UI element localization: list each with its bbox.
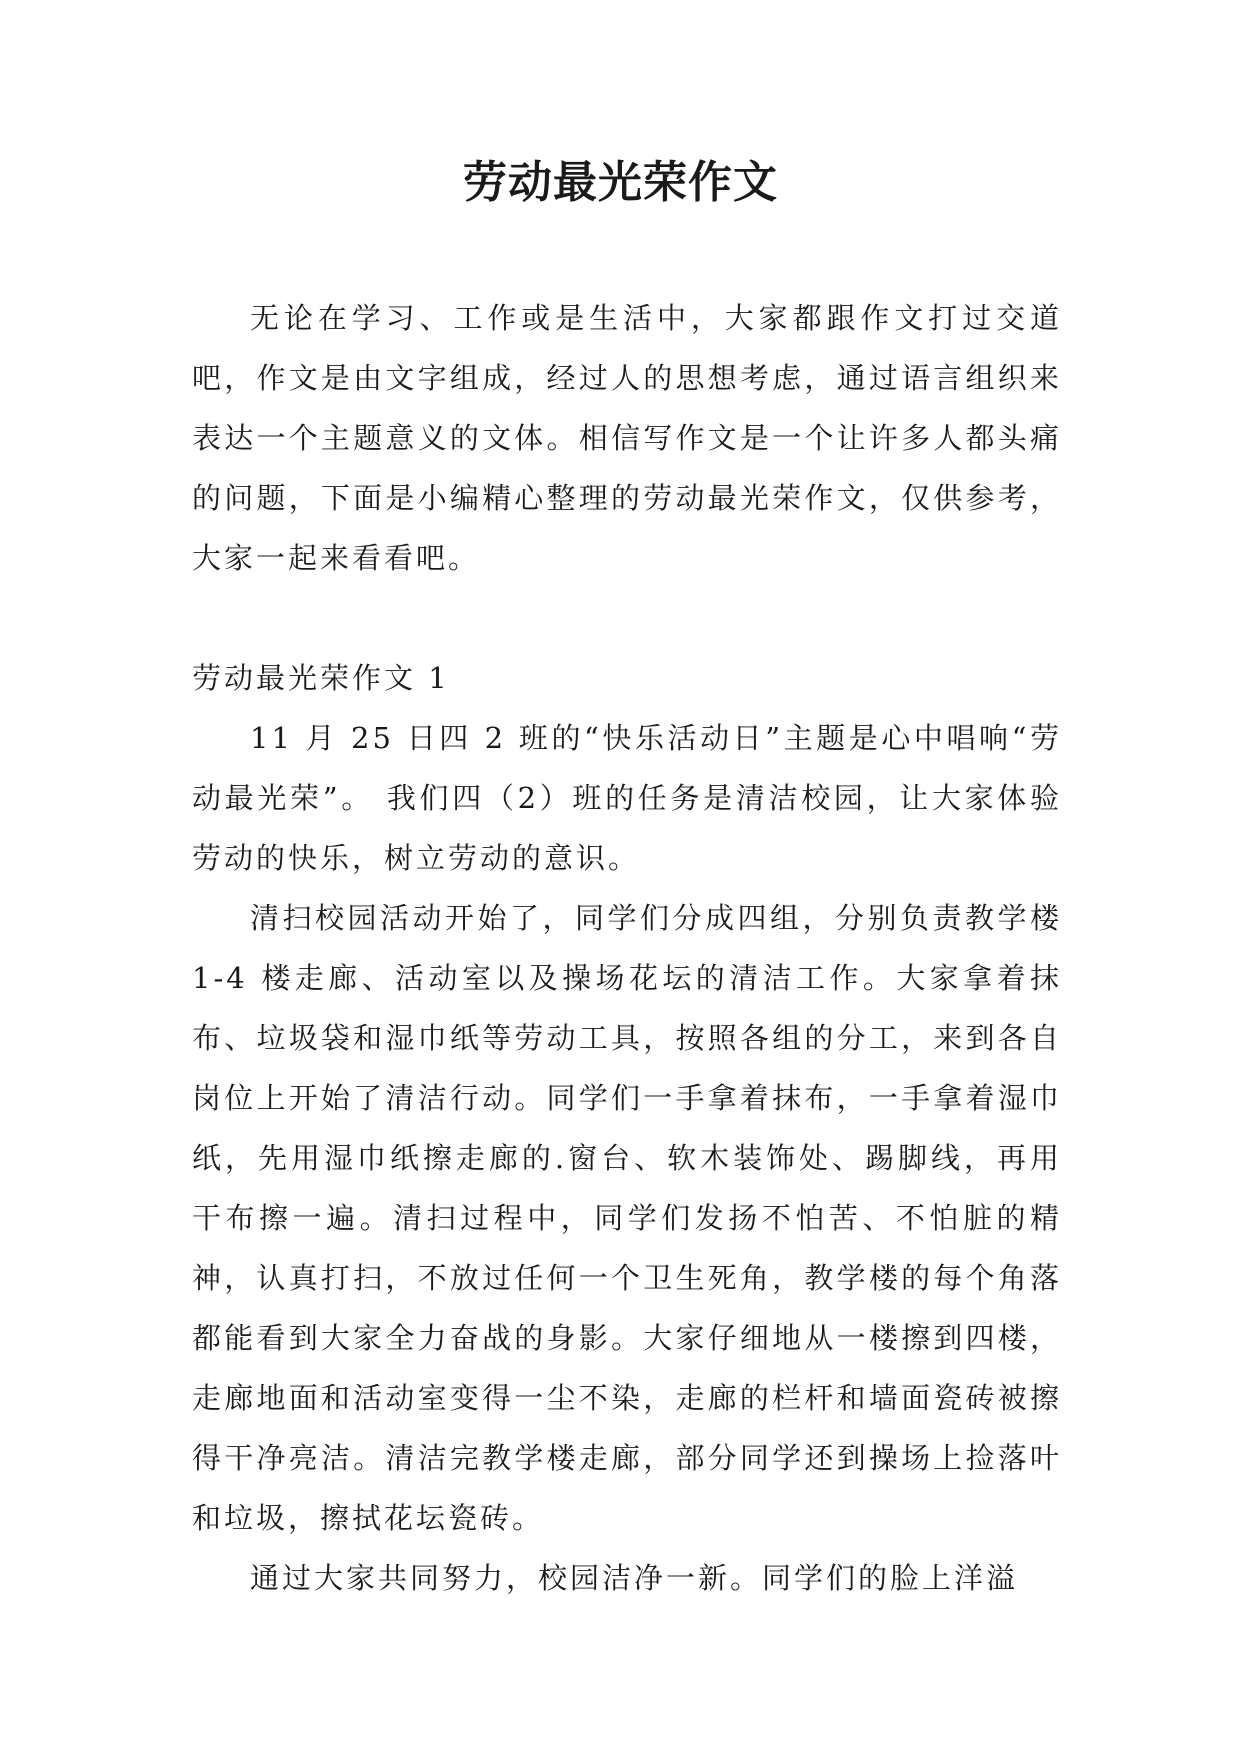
intro-paragraph: 无论在学习、工作或是生活中，大家都跟作文打过交道吧，作文是由文字组成，经过人的思想考虑，通过语言组织来表达一个主题意义的文体。相信写作文是一个让许多人都头痛的问题，下面是小编精心整理的劳动最光荣作文，仅供参考，大家一起来看看吧。: [192, 301, 1062, 575]
essay-paragraph-3: 通过大家共同努力，校园洁净一新。同学们的脸上洋溢: [250, 1561, 1019, 1595]
document-title: 劳动最光荣作文: [463, 157, 778, 208]
section-heading: 劳动最光荣作文 1: [192, 661, 450, 695]
intro-block: [192, 288, 1062, 588]
essay-body: [192, 708, 1062, 1608]
essay-paragraph-1: 11 月 25 日四 2 班的“快乐活动日”主题是心中唱响“劳动最光荣”。 我们四（2）班的任务是清洁校园，让大家体验劳动的快乐，树立劳动的意识。: [192, 721, 1062, 875]
essay-paragraph-2: 清扫校园活动开始了，同学们分成四组，分别负责教学楼 1-4 楼走廊、活动室以及操场花坛的清洁工作。大家拿着抹布、垃圾袋和湿巾纸等劳动工具，按照各组的分工，来到各自岗位上开始了清洁行动。同学们一手拿着抹布，一手拿着湿巾纸，先用湿巾纸擦走廊的.窗台、软木装饰处、踢脚线，再用干布擦一遍。清扫过程中，同学们发扬不怕苦、不怕脏的精神，认真打扫，不放过任何一个卫生死角，教学楼的每个角落都能看到大家全力奋战的身影。大家仔细地从一楼擦到四楼，走廊地面和活动室变得一尘不染，走廊的栏杆和墙面瓷砖被擦得干净亮洁。清洁完教学楼走廊，部分同学还到操场上捡落叶和垃圾，擦拭花坛瓷砖。: [192, 901, 1062, 1535]
